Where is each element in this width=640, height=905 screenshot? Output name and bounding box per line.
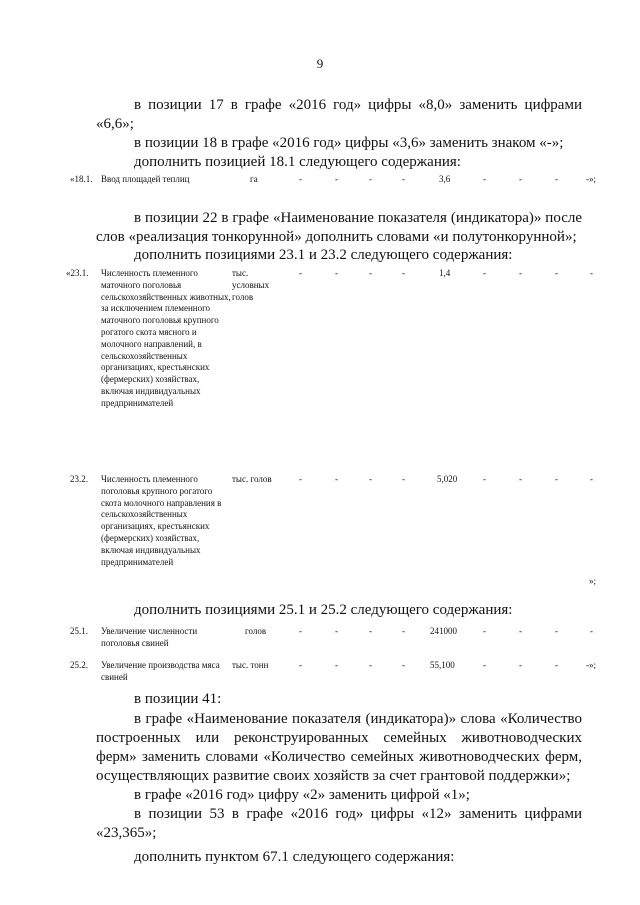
row-dash: - [519, 660, 522, 670]
paragraph-add-67-1: дополнить пунктом 67.1 следующего содержания: [134, 849, 455, 865]
row-dash: - [555, 626, 558, 636]
row-number: 23.2. [70, 474, 88, 484]
paragraph-add-18-1: дополнить позицией 18.1 следующего содержания: [134, 154, 461, 170]
row-dash: - [519, 626, 522, 636]
row-number: «18.1. [70, 174, 93, 184]
paragraph-pos22: в позиции 22 в графе «Наименование показателя (индикатора)» после [134, 210, 582, 226]
row-dash: - [335, 174, 338, 184]
row-indicator-name: Численность племенного поголовья крупного рогатого скота молочного направления в сельскохозяйственных организациях, крестьянских (фермерских) хозяйствах, включая индивидуальных предпринимателей [101, 474, 222, 567]
row-closing: »; [589, 576, 597, 586]
paragraph-pos41-l1: в графе «Наименование показателя (индикатора)» слова «Количество [134, 711, 582, 727]
row-unit: голов [245, 626, 267, 636]
row-indicator-name: Увеличение численности поголовья свиней [101, 626, 198, 648]
row-dash: - [555, 474, 558, 484]
row-value-2016: 3,6 [439, 174, 451, 184]
row-dash: - [299, 474, 302, 484]
row-dash: - [402, 174, 405, 184]
paragraph-pos41-digit: в графе «2016 год» цифру «2» заменить цифрой «1»; [134, 787, 470, 803]
row-indicator-name: Численность племенного маточного поголовья сельскохозяйственных животных, за исключением племенного маточного поголовья крупного рогатого скота мясного и молочного направлений, в сельскохозяйственных организациях, крестьянских (фермерских) хозяйствах, включая индивидуальных предпринимателей [101, 268, 231, 408]
paragraph-pos41: в позиции 41: [134, 691, 222, 707]
row-closing: -»; [586, 174, 596, 184]
row-dash: - [483, 174, 486, 184]
row-dash: - [369, 268, 372, 278]
paragraph-pos17: в позиции 17 в графе «2016 год» цифры «8,0» заменить цифрами [134, 97, 582, 113]
row-dash: - [483, 626, 486, 636]
row-unit: тыс. голов [232, 474, 272, 484]
row-indicator-name: Ввод площадей теплиц [101, 174, 190, 184]
row-indicator-name: Увеличение производства мяса свиней [101, 660, 220, 682]
row-dash: - [369, 174, 372, 184]
row-dash: - [519, 474, 522, 484]
row-dash: - [299, 174, 302, 184]
row-closing: -»; [586, 660, 596, 670]
row-dash: - [402, 660, 405, 670]
page-number: 9 [316, 56, 324, 71]
row-dash: - [369, 660, 372, 670]
row-dash: - [335, 268, 338, 278]
row-dash: - [483, 474, 486, 484]
row-dash: - [519, 268, 522, 278]
row-value-2016: 5,020 [437, 474, 458, 484]
row-unit: тыс. условных голов [232, 268, 270, 302]
row-dash: - [483, 660, 486, 670]
row-dash: - [299, 268, 302, 278]
paragraph-add-23: дополнить позициями 23.1 и 23.2 следующего содержания: [134, 247, 513, 263]
row-dash: - [519, 174, 522, 184]
row-dash: - [483, 268, 486, 278]
row-dash: - [299, 626, 302, 636]
paragraph-pos53-cont: «23,365»; [96, 825, 157, 841]
row-unit: тыс. тонн [232, 660, 269, 670]
paragraph-pos17-cont: «6,6»; [96, 116, 134, 132]
row-dash: - [335, 474, 338, 484]
row-dash: - [555, 174, 558, 184]
row-value-2016: 241000 [430, 626, 457, 636]
paragraph-pos41-l3: ферм» заменить словами «Количество семейных животноводческих ферм, [96, 749, 582, 765]
row-dash: - [369, 474, 372, 484]
row-value-2016: 1,4 [439, 268, 451, 278]
row-dash: - [335, 660, 338, 670]
row-dash: - [299, 660, 302, 670]
row-number: 25.2. [70, 660, 88, 670]
row-dash: - [590, 626, 593, 636]
row-dash: - [369, 626, 372, 636]
paragraph-pos22-cont: слов «реализация тонкорунной» дополнить словами «и полутонкорунной»; [96, 229, 577, 245]
paragraph-pos18: в позиции 18 в графе «2016 год» цифры «3,6» заменить знаком «-»; [134, 135, 564, 151]
row-dash: - [402, 268, 405, 278]
row-dash: - [555, 268, 558, 278]
row-dash: - [402, 626, 405, 636]
paragraph-add-25: дополнить позициями 25.1 и 25.2 следующего содержания: [134, 602, 513, 618]
row-dash: - [335, 626, 338, 636]
row-dash: - [590, 268, 593, 278]
row-dash: - [402, 474, 405, 484]
paragraph-pos53: в позиции 53 в графе «2016 год» цифры «12» заменить цифрами [134, 806, 582, 822]
row-number: «23.1. [66, 268, 89, 278]
row-value-2016: 55,100 [430, 660, 455, 670]
paragraph-pos41-l2: построенных или реконструированных семейных животноводческих [96, 730, 582, 746]
row-dash: - [590, 474, 593, 484]
paragraph-pos41-l4: осуществляющих развитие своих хозяйств за счет грантовой поддержки»; [96, 768, 571, 784]
row-number: 25.1. [70, 626, 88, 636]
row-dash: - [555, 660, 558, 670]
row-unit: га [250, 174, 258, 184]
